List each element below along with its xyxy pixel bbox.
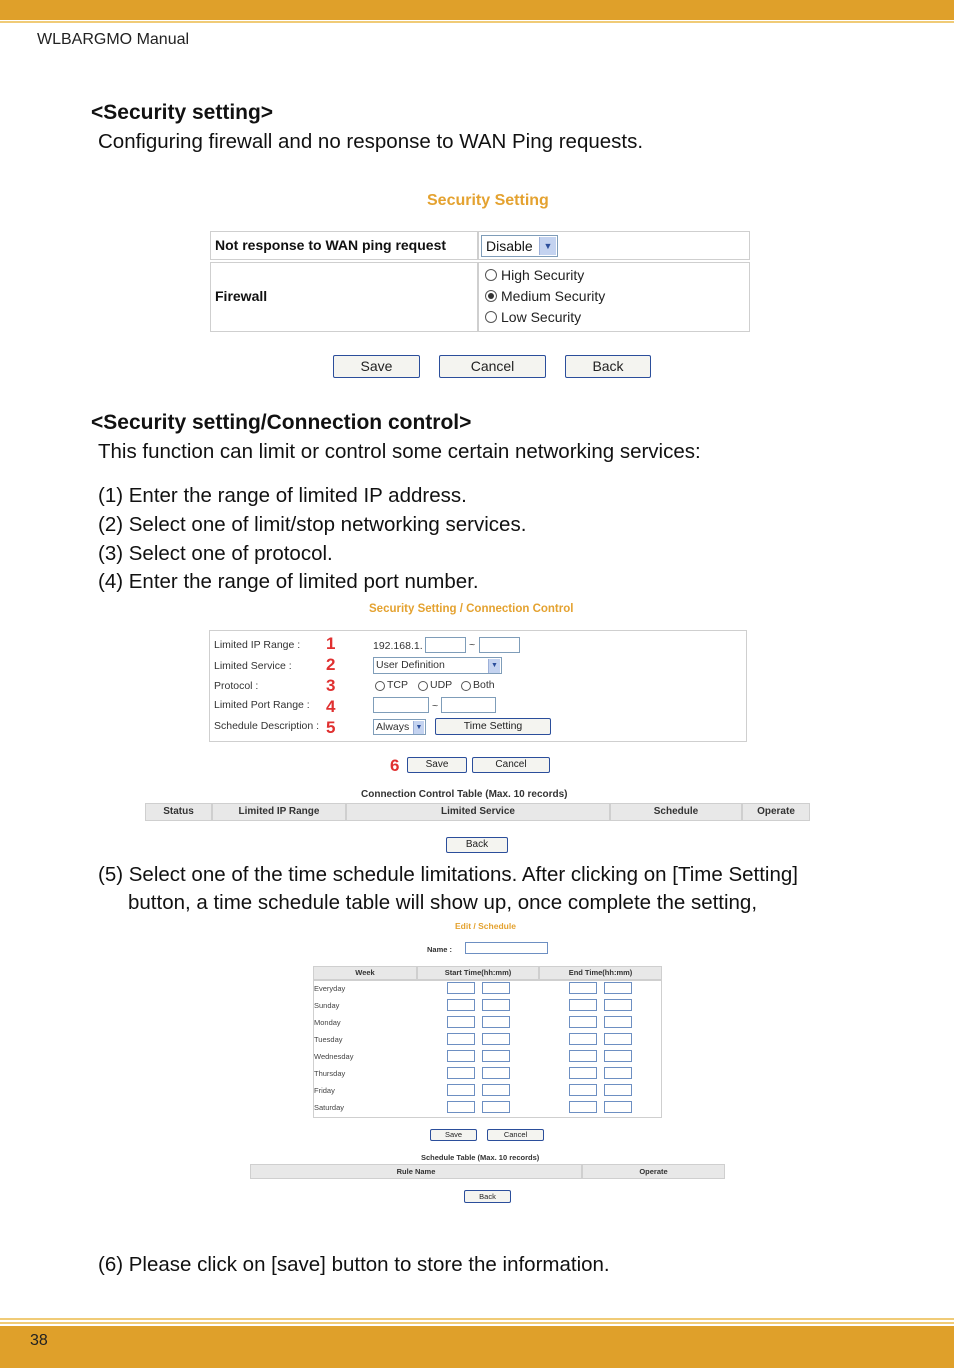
end-mm-input[interactable] [604,999,632,1011]
end-mm-input[interactable] [604,1067,632,1079]
chevron-down-icon: ▼ [488,659,500,673]
bottom-accent-line-2 [0,1322,954,1324]
end-hh-input[interactable] [569,1033,597,1045]
fig1-title: Security Setting [427,192,549,209]
ping-label: Not response to WAN ping request [215,237,447,253]
page-number: 38 [30,1332,48,1349]
end-hh-input[interactable] [569,982,597,994]
start-hh-input[interactable] [447,1050,475,1062]
step-5-line1: (5) Select one of the time schedule limitations. After clicking on [Time Setting] [98,863,798,886]
step-3: (3) Select one of protocol. [98,542,333,565]
ip-start-input[interactable] [425,637,466,653]
end-mm-input[interactable] [604,982,632,994]
day-label: Thursday [314,1069,346,1078]
start-hh-input[interactable] [447,1084,475,1096]
chevron-down-icon: ▼ [413,721,424,734]
end-hh-input[interactable] [569,1016,597,1028]
start-mm-input[interactable] [482,1016,510,1028]
section1-heading: <Security setting> [91,101,274,124]
start-mm-input[interactable] [482,1084,510,1096]
top-accent-line [0,21,954,23]
chevron-down-icon: ▼ [539,237,556,255]
start-hh-input[interactable] [447,999,475,1011]
save-button[interactable]: Save [333,355,420,378]
section2-heading: <Security setting/Connection control> [91,411,472,434]
cancel-button[interactable]: Cancel [439,355,546,378]
col-rule-name: Rule Name [250,1164,582,1179]
step-4: (4) Enter the range of limited port number. [98,570,479,593]
radio-udp[interactable] [418,681,428,691]
marker-5: 5 [326,718,336,737]
start-mm-input[interactable] [482,1067,510,1079]
ip-end-input[interactable] [479,637,520,653]
label-service: Limited Service : [214,660,292,672]
radio-tcp[interactable] [375,681,385,691]
schedule-value: Always [376,721,410,733]
day-label: Everyday [314,984,346,993]
save-button[interactable]: Save [407,757,467,773]
day-label: Friday [314,1086,335,1095]
cancel-button[interactable]: Cancel [472,757,550,773]
ip-tilde: ~ [469,639,476,651]
radio-label-low: Low Security [501,309,582,325]
end-hh-input[interactable] [569,1084,597,1096]
save-button[interactable]: Save [430,1129,477,1141]
back-button[interactable]: Back [565,355,651,378]
label-protocol: Protocol : [214,680,259,692]
port-start-input[interactable] [373,697,429,713]
section2-desc: This function can limit or control some certain networking services: [98,440,701,463]
section1-desc: Configuring firewall and no response to WAN Ping requests. [98,130,644,153]
schedule-table-title: Schedule Table (Max. 10 records) [421,1153,540,1162]
start-mm-input[interactable] [482,1101,510,1113]
step-2: (2) Select one of limit/stop networking services. [98,513,527,536]
end-hh-input[interactable] [569,1101,597,1113]
ip-prefix: 192.168.1. [373,640,423,652]
port-end-input[interactable] [441,697,496,713]
col-week: Week [313,966,417,980]
time-setting-button[interactable]: Time Setting [435,718,551,735]
col-start-time: Start Time(hh:mm) [417,966,539,980]
start-mm-input[interactable] [482,1033,510,1045]
radio-high-security[interactable] [485,269,497,281]
label-schedule: Schedule Description : [214,720,320,732]
end-mm-input[interactable] [604,1084,632,1096]
step-5-line2: button, a time schedule table will show up, once complete the setting, [128,891,758,914]
top-accent-bar [0,0,954,20]
bottom-accent-line [0,1318,954,1320]
day-label: Wednesday [314,1052,354,1061]
radio-label-high: High Security [501,267,585,283]
back-button[interactable]: Back [446,837,508,853]
port-tilde: ~ [432,700,439,712]
manual-title: WLBARGMO Manual [37,31,190,48]
start-hh-input[interactable] [447,1016,475,1028]
fig2-title: Security Setting / Connection Control [369,603,574,615]
end-mm-input[interactable] [604,1016,632,1028]
marker-2: 2 [326,655,336,674]
step-1: (1) Enter the range of limited IP address. [98,484,467,507]
label-both: Both [473,679,495,691]
end-hh-input[interactable] [569,1067,597,1079]
col-operate: Operate [742,803,810,821]
end-mm-input[interactable] [604,1033,632,1045]
start-mm-input[interactable] [482,999,510,1011]
label-port-range: Limited Port Range : [214,699,310,711]
label-tcp: TCP [387,679,408,691]
start-hh-input[interactable] [447,1067,475,1079]
day-label: Tuesday [314,1035,343,1044]
marker-6: 6 [390,756,400,775]
marker-1: 1 [326,634,336,653]
end-hh-input[interactable] [569,999,597,1011]
col-end-time: End Time(hh:mm) [539,966,662,980]
connection-table-title: Connection Control Table (Max. 10 records) [361,789,568,800]
service-value: User Definition [376,659,445,671]
label-ip-range: Limited IP Range : [214,639,301,651]
day-label: Monday [314,1018,341,1027]
col-service: Limited Service [346,803,610,821]
firewall-label: Firewall [215,288,268,304]
col-operate: Operate [582,1164,725,1179]
start-mm-input[interactable] [482,982,510,994]
marker-3: 3 [326,676,336,695]
start-hh-input[interactable] [447,1033,475,1045]
marker-4: 4 [326,697,336,716]
end-hh-input[interactable] [569,1050,597,1062]
radio-low-security[interactable] [485,311,497,323]
col-ip-range: Limited IP Range [212,803,346,821]
col-schedule: Schedule [610,803,742,821]
fig3-title: Edit / Schedule [455,921,516,931]
name-input[interactable] [465,942,548,954]
name-label: Name : [427,945,453,954]
ping-select-value: Disable [486,238,533,254]
col-status: Status [145,803,212,821]
cancel-button[interactable]: Cancel [487,1129,544,1141]
day-label: Sunday [314,1001,340,1010]
radio-label-medium: Medium Security [501,288,606,304]
end-mm-input[interactable] [604,1101,632,1113]
day-label: Saturday [314,1103,345,1112]
back-button[interactable]: Back [464,1190,511,1203]
start-hh-input[interactable] [447,982,475,994]
service-select[interactable] [373,657,502,674]
start-mm-input[interactable] [482,1050,510,1062]
radio-both[interactable] [461,681,471,691]
step-6: (6) Please click on [save] button to store the information. [98,1253,610,1276]
end-mm-input[interactable] [604,1050,632,1062]
ping-select[interactable] [481,235,558,257]
start-hh-input[interactable] [447,1101,475,1113]
schedule-select[interactable] [373,719,426,735]
radio-medium-security[interactable] [485,290,497,302]
label-udp: UDP [430,679,453,691]
bottom-accent-bar [0,1326,954,1368]
